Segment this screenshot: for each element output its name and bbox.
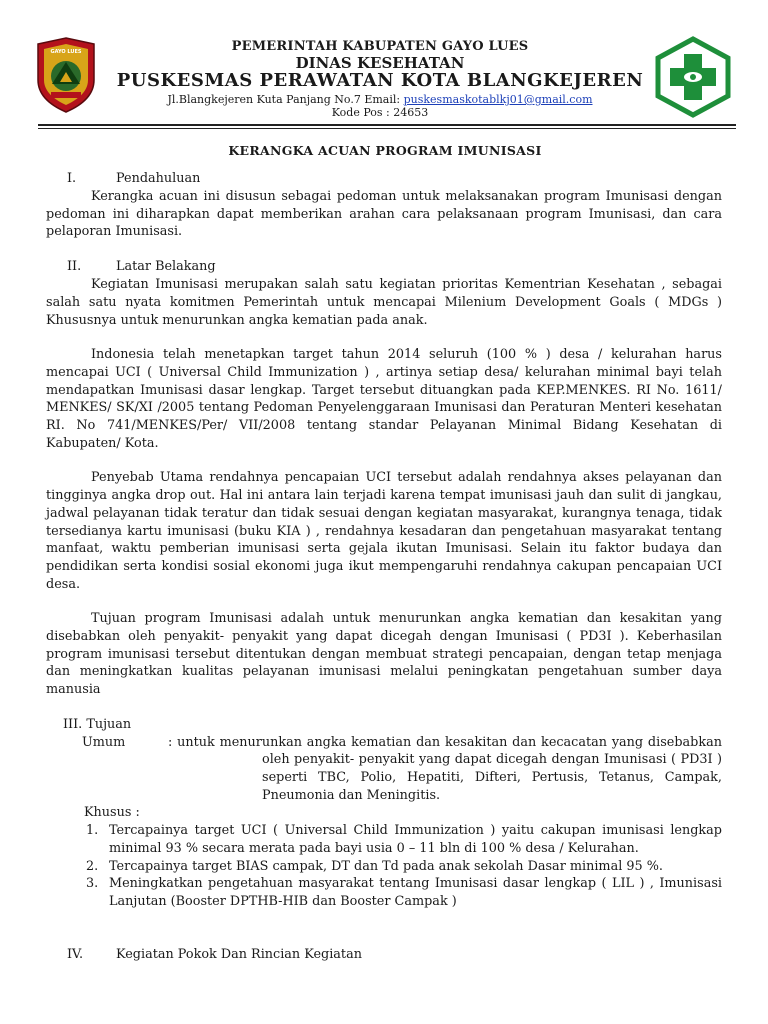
section-title: Kegiatan Pokok Dan Rincian Kegiatan: [116, 947, 362, 962]
list-item: [46, 858, 722, 876]
paragraph: Indonesia telah menetapkan target tahun 2014 seluruh (100 % ) desa / kelurahan harus mencapai UCI ( Universal Child Immunization ) , artinya setiap desa/ kelurahan minimal bayi telah mendapatkan Imunisasi dasar lengkap. Target tersebut dituangkan pada KEP.MENKES. RI No. 1611/ MENKES/ SK/XI /2005 tentang Pedoman Penyelenggaraan Imunisasi dan Peraturan Menteri kesehatan RI. No 741/MENKES/Per/ VII/2008 tentang standar Pelayanan Minimal Bidang Kesehatan di Kabupaten/ Kota.: [46, 347, 722, 451]
document-title: KERANGKA ACUAN PROGRAM IMUNISASI: [228, 143, 542, 158]
gayo-lues-emblem-icon: [34, 36, 98, 114]
list-text: Tercapainya target UCI ( Universal Child Immunization ) yaitu cakupan imunisasi lengkap minimal 93 % secara merata pada bayi usia 0 – 11 bln di 100 % desa / Kelurahan.: [109, 823, 722, 856]
section-number: II.: [67, 259, 82, 275]
header-divider-thin: [38, 128, 736, 129]
list-text: Tercapainya target BIAS campak, DT dan Td pada anak sekolah Dasar minimal 95 %.: [109, 858, 663, 874]
header-government: PEMERINTAH KABUPATEN GAYO LUES: [231, 39, 529, 54]
email-link[interactable]: puskesmaskotablkj01@gmail.com: [403, 93, 593, 106]
paragraph: Penyebab Utama rendahnya pencapaian UCI tersebut adalah rendahnya akses pelayanan dan tingginya angka drop out. Hal ini antara lain terjadi karena tempat imunisasi jauh dan sulit di jangkau, jadwal pelayanan tidak teratur dan tidak sesuai dengan kegiatan masyarakat, kurangnya tenaga, tidak tersedianya kartu imunisasi (buku KIA ) , rendahnya kesadaran dan pengetahuan masyarakat tentang manfaat, waktu pemberian imunisasi serta gejala ikutan Imunisasi. Selain itu faktor budaya dan pendidikan serta kondisi sosial ekonomi juga ikut mempengaruhi rendahnya cakupan pencapaian UCI desa.: [46, 470, 722, 592]
objective-specific-list: [46, 822, 722, 911]
document-body: [46, 170, 722, 911]
list-number: 3.: [86, 876, 99, 892]
section-number: I.: [67, 171, 77, 186]
puskesmas-emblem-icon: [653, 36, 733, 118]
list-text: Meningkatkan pengetahuan masyarakat tentang Imunisasi dasar lengkap ( LIL ) , Imunisasi Lanjutan (Booster DPTHB-HIB dan Booster Campak ): [109, 876, 722, 909]
header-postal-code: Kode Pos : 24653: [331, 106, 429, 119]
header-address: [100, 93, 660, 106]
address-text: Jl.Blangkejeren Kuta Panjang No.7 Email:: [167, 93, 404, 106]
section-3: [46, 716, 722, 911]
section-title: Tujuan: [86, 716, 132, 732]
header-department: DINAS KESEHATAN: [295, 54, 465, 72]
objective-general-text: : untuk menurunkan angka kematian dan kesakitan dan kecacatan yang disebabkan oleh penyakit- penyakit yang dapat dicegah dengan Imunisasi ( PD3I ) seperti TBC, Polio, Hepatiti, Difteri, Pertusis, Tetanus, Campak, Pneumonia dan Meningitis.: [168, 734, 722, 803]
objective-general: [46, 734, 722, 805]
list-number: 1.: [86, 823, 99, 839]
section-2-heading: [46, 258, 722, 276]
list-number: 2.: [86, 858, 99, 874]
objective-specific-label: Khusus :: [84, 805, 140, 821]
section-number: IV.: [67, 947, 84, 962]
header-organization: PUSKESMAS PERAWATAN KOTA BLANGKEJEREN: [116, 70, 644, 91]
paragraph: Kerangka acuan ini disusun sebagai pedoman untuk melaksanakan program Imunisasi dengan pedoman ini diharapkan dapat memberikan arahan cara pelaksanaan program Imunisasi, dan cara pelaporan Imunisasi.: [46, 189, 722, 240]
list-item: [46, 875, 722, 910]
section-3-heading: [46, 716, 722, 734]
objective-general-label: Umum: [82, 734, 126, 750]
section-1-heading: [46, 170, 722, 188]
section-title: Latar Belakang: [116, 259, 216, 275]
paragraph: Kegiatan Imunisasi merupakan salah satu kegiatan prioritas Kementrian Kesehatan , sebagai salah satu nyata komitmen Pemerintah untuk mencapai Milenium Development Goals ( MDGs ) Khususnya untuk menurunkan angka kematian pada anak.: [46, 277, 722, 328]
header-divider: [38, 124, 736, 126]
emblem-label: GAYO LUES: [50, 49, 82, 55]
paragraph: Tujuan program Imunisasi adalah untuk menurunkan angka kematian dan kesakitan yang disebabkan oleh penyakit- penyakit yang dapat dicegah dengan Imunisasi ( PD3I ). Keberhasilan program imunisasi tersebut ditentukan dengan membuat strategi pencapaian, dengan tetap menjaga dan meningkatkan kualitas pelayanan imunisasi melalui peningkatan pengetahuan sumber daya manusia: [46, 611, 722, 698]
section-title: Pendahuluan: [116, 171, 201, 186]
list-item: [46, 822, 722, 857]
section-number: III.: [63, 716, 83, 732]
